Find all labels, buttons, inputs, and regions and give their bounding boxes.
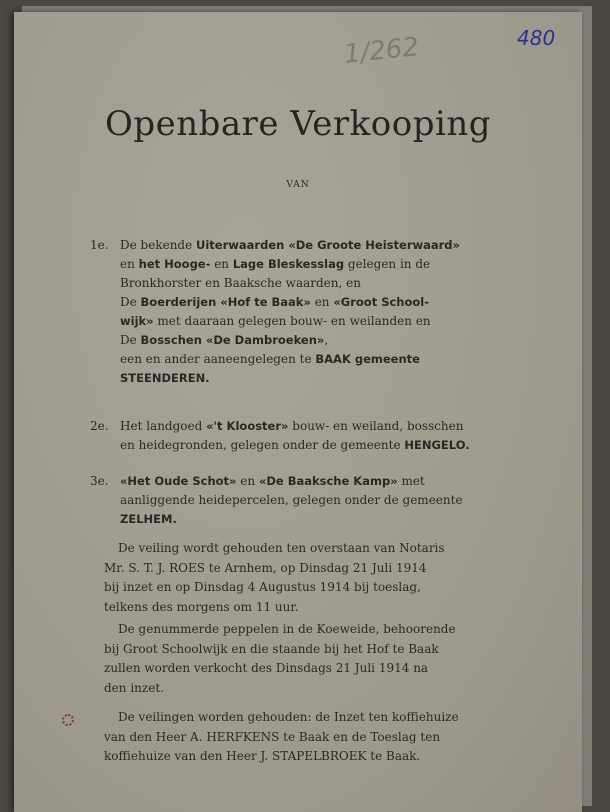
bold-text: het Hooge- [138,257,211,271]
pencil-annotation: 1/262 [342,32,421,70]
bold-text: «Groot School- [333,295,430,309]
item-number: 3e. [90,474,109,488]
item-line: en heidegronden, gelegen onder de gemeente HENGELO. [120,438,470,452]
paragraph-line: telkens des morgens om 11 uur. [104,599,299,614]
bold-text: Boerderijen «Hof te Baak» [140,295,311,309]
item-number: 2e. [90,419,109,433]
bold-text: wijk» [120,314,154,328]
bold-text: HENGELO. [404,438,470,452]
item-line: De Bosschen «De Dambroeken», [120,333,329,347]
paragraph-line: van den Heer A. HERFKENS te Baak en de Toeslag ten [104,729,441,744]
paragraph-line: bij inzet en op Dinsdag 4 Augustus 1914 bij toeslag, [104,580,421,594]
item-line: Bronkhorster en Baaksche waarden, en [120,276,361,290]
item-line: De bekende Uiterwaarden «De Groote Heisterwaard» [120,238,460,252]
paragraph-line: zullen worden verkocht des Dinsdags 21 Juli 1914 na [104,661,429,675]
paragraph [104,708,514,767]
bold-text: «'t Klooster» [206,419,289,433]
item-number: 1e. [90,238,109,252]
paragraph [104,620,514,698]
paragraph-line: De veilingen worden gehouden: de Inzet ten koffiehuize [118,710,459,724]
paragraph-line: De veiling wordt gehouden ten overstaan van Notaris [118,541,445,555]
item-line: en het Hooge- en Lage Bleskesslag gelegen in de [120,257,431,271]
paragraph-line: bij Groot Schoolwijk en die staande bij het Hof te Baak [104,641,439,656]
item-block [90,236,510,388]
item-line: aanliggende heidepercelen, gelegen onder de gemeente [120,493,463,507]
document-page [14,12,582,812]
paragraph-line: Mr. S. T. J. ROES te Arnhem, op Dinsdag 21 Juli 1914 [104,560,427,575]
bold-text: Uiterwaarden «De Groote Heisterwaard» [196,238,460,252]
ink-annotation-number: 480 [517,26,556,50]
paragraph-line: De genummerde peppelen in de Koeweide, behoorende [118,622,456,636]
item-block [90,417,510,455]
bold-text: «Het Oude Schot» [120,474,237,488]
paragraph [104,539,514,617]
item-line: «Het Oude Schot» en «De Baaksche Kamp» met [120,474,425,488]
paragraph-line: koffiehuize van den Heer J. STAPELBROEK te Baak. [104,749,421,763]
bold-text: «De Baaksche Kamp» [258,474,398,488]
bold-text: BAAK gemeente [315,352,420,366]
bold-text: Lage Bleskesslag [232,257,345,271]
van-label: VAN [286,180,310,190]
page-title: Openbare Verkooping [104,104,492,144]
bold-text: Bosschen «De Dambroeken» [140,333,325,347]
bold-text: STEENDEREN. [120,371,210,385]
item-line: Het landgoed «'t Klooster» bouw- en weiland, bosschen [120,419,464,433]
stamp-mark [62,714,74,726]
item-line [120,369,510,388]
item-line: De Boerderijen «Hof te Baak» en «Groot School- [120,295,430,309]
paragraph-line: den inzet. [104,680,164,695]
item-line: een en ander aaneengelegen te BAAK gemeente [120,352,420,366]
item-line: wijk» met daaraan gelegen bouw- en weilanden en [120,314,431,328]
item-block [90,472,510,529]
bold-text: ZELHEM. [120,512,177,526]
item-line [120,510,510,529]
